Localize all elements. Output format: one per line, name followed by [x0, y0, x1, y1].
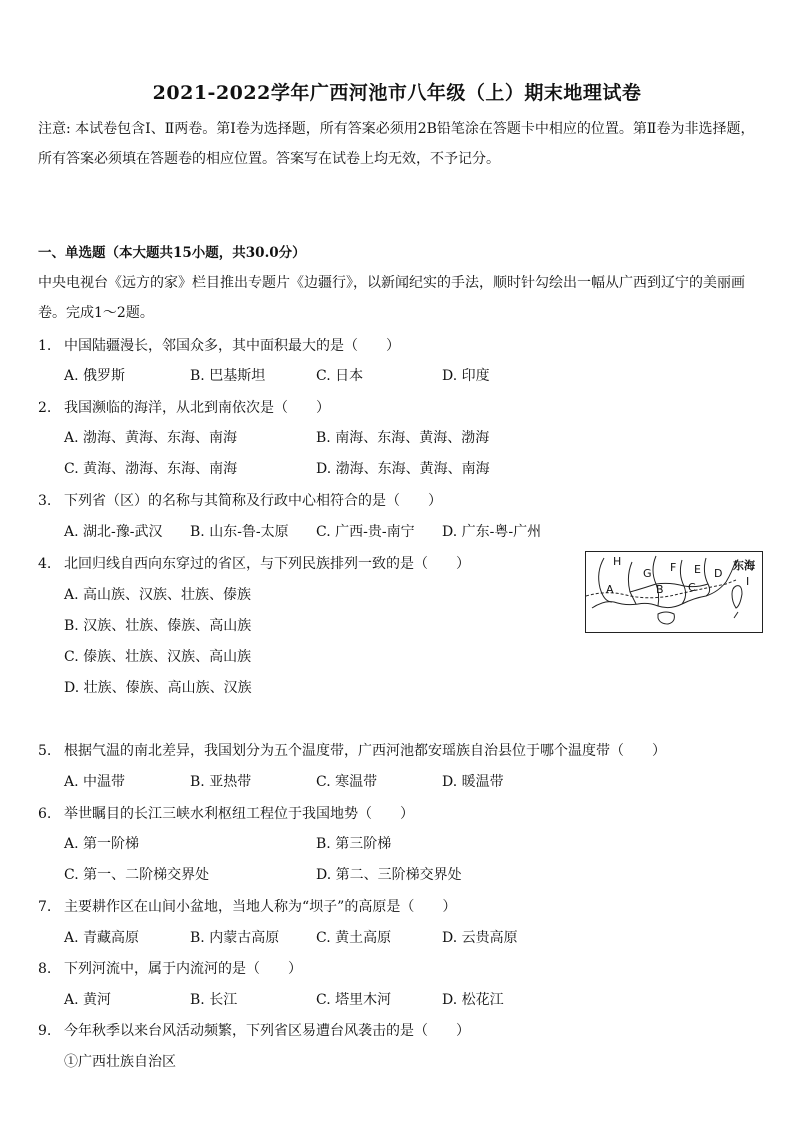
option-c[interactable]: C. 寒温带 [316, 774, 378, 790]
map-label-e: E [694, 563, 701, 576]
option-a[interactable]: A. 青藏高原 [64, 930, 140, 946]
option-d[interactable]: D. 广东-粤-广州 [442, 524, 542, 540]
map-label-d: D [714, 567, 723, 580]
option-b[interactable]: B. 内蒙古高原 [190, 930, 280, 946]
question-text: 中国陆疆漫长，邻国众多，其中面积最大的是（ ） [64, 338, 400, 354]
option-b[interactable]: B. 巴基斯坦 [190, 368, 266, 384]
option-d[interactable]: D. 暖温带 [442, 774, 504, 790]
question-intro: 中央电视台《远方的家》栏目推出专题片《边疆行》，以新闻纪实的手法，顺时针勾绘出一幅从广西到辽宁的美丽画卷。完成1～2题。 [38, 275, 745, 321]
option-b[interactable]: B. 汉族、壮族、傣族、高山族 [64, 618, 252, 634]
option-c[interactable]: C. 黄海、渤海、东海、南海 [64, 461, 238, 477]
question-number: 1. [38, 338, 52, 354]
option-c[interactable]: C. 第一、二阶梯交界处 [64, 867, 210, 883]
option-d[interactable]: D. 云贵高原 [442, 930, 518, 946]
southern-china-map [585, 551, 763, 633]
option-a[interactable]: A. 黄河 [64, 992, 112, 1008]
question-number: 9. [38, 1023, 52, 1039]
question-number: 6. [38, 806, 52, 822]
question-text: 今年秋季以来台风活动频繁，下列省区易遭台风袭击的是（ ） [64, 1023, 470, 1039]
option-d[interactable]: D. 壮族、傣族、高山族、汉族 [64, 680, 252, 696]
map-label-g: G [643, 567, 652, 580]
map-label-f: F [670, 561, 677, 574]
exam-title: 2021-2022学年广西河池市八年级（上）期末地理试卷 [152, 82, 642, 104]
option-b[interactable]: B. 亚热带 [190, 774, 252, 790]
map-label-c: C [688, 581, 696, 594]
option-c[interactable]: C. 傣族、壮族、汉族、高山族 [64, 649, 252, 665]
option-a[interactable]: A. 渤海、黄海、东海、南海 [64, 430, 238, 446]
option-c[interactable]: C. 黄土高原 [316, 930, 392, 946]
option-c[interactable]: C. 日本 [316, 368, 364, 384]
option-a[interactable]: A. 中温带 [64, 774, 126, 790]
map-label-h: H [613, 555, 622, 568]
option-b[interactable]: B. 南海、东海、黄海、渤海 [316, 430, 490, 446]
option-a[interactable]: A. 俄罗斯 [64, 368, 126, 384]
question-number: 7. [38, 899, 52, 915]
question-text: 举世瞩目的长江三峡水利枢纽工程位于我国地势（ ） [64, 806, 414, 822]
question-2 [38, 396, 330, 420]
question-number: 3. [38, 493, 52, 509]
map-label-east-sea: 东海 [733, 559, 755, 572]
question-5 [38, 739, 666, 763]
option-c[interactable]: C. 广西-贵-南宁 [316, 524, 415, 540]
question-text: 我国濒临的海洋，从北到南依次是（ ） [64, 400, 330, 416]
option-a[interactable]: A. 湖北-豫-武汉 [64, 524, 163, 540]
option-d[interactable]: D. 渤海、东海、黄海、南海 [316, 461, 490, 477]
option-a[interactable]: A. 高山族、汉族、壮族、傣族 [64, 587, 252, 603]
question-text: 下列省（区）的名称与其简称及行政中心相符合的是（ ） [64, 493, 442, 509]
question-text: 主要耕作区在山间小盆地，当地人称为“坝子”的高原是（ ） [64, 899, 457, 915]
section-heading: 一、单选题（本大题共15小题，共30.0分） [38, 245, 306, 261]
exam-notice: 注意: 本试卷包含Ⅰ、Ⅱ两卷。第Ⅰ卷为选择题，所有答案必须用2B铅笔涂在答题卡中相应的位置。第Ⅱ卷为非选择题，所有答案必须填在答题卷的相应位置。答案写在试卷上均无效，不予记分。 [38, 121, 755, 167]
option-b[interactable]: B. 第三阶梯 [316, 836, 392, 852]
map-label-a: A [606, 583, 614, 596]
question-text: 下列河流中，属于内流河的是（ ） [64, 961, 302, 977]
question-7 [38, 895, 456, 919]
question-4 [38, 552, 470, 576]
question-8 [38, 957, 302, 981]
question-9 [38, 1019, 470, 1043]
map-label-b: B [656, 583, 664, 596]
question-number: 5. [38, 743, 52, 759]
option-b[interactable]: B. 山东-鲁-太原 [190, 524, 289, 540]
question-text: 根据气温的南北差异，我国划分为五个温度带，广西河池都安瑶族自治县位于哪个温度带（ ） [64, 743, 666, 759]
option-d[interactable]: D. 松花江 [442, 992, 504, 1008]
question-text: 北回归线自西向东穿过的省区，与下列民族排列一致的是（ ） [64, 556, 470, 572]
question-number: 8. [38, 961, 52, 977]
option-item-1[interactable]: ①广西壮族自治区 [64, 1054, 176, 1070]
question-1 [38, 334, 400, 358]
option-b[interactable]: B. 长江 [190, 992, 238, 1008]
question-3 [38, 489, 442, 513]
question-6 [38, 802, 414, 826]
option-d[interactable]: D. 第二、三阶梯交界处 [316, 867, 462, 883]
question-number: 4. [38, 556, 52, 572]
map-label-i: I [746, 575, 750, 588]
option-c[interactable]: C. 塔里木河 [316, 992, 392, 1008]
option-d[interactable]: D. 印度 [442, 368, 490, 384]
question-number: 2. [38, 400, 52, 416]
option-a[interactable]: A. 第一阶梯 [64, 836, 140, 852]
